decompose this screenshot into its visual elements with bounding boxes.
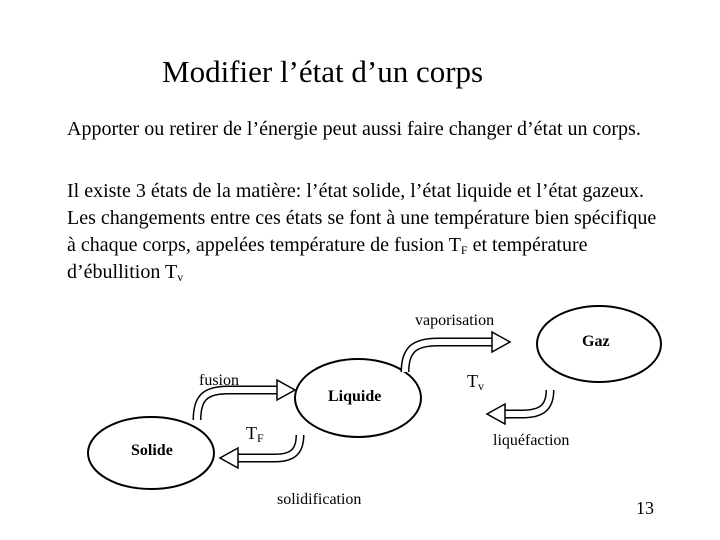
paragraph-states-text: Il existe 3 états de la matière: l’état solide, l’état liquide et l’état gazeux. Les changements entre ces états se font à une température bien spécifique à chaque corps, appelées température de fusion T xyxy=(67,180,657,256)
page-title: Modifier l’état d’un corps xyxy=(162,54,484,89)
tv-label xyxy=(467,371,484,392)
tf-sub: F xyxy=(257,431,264,445)
subscript-v: v xyxy=(177,270,184,284)
vaporisation-label: vaporisation xyxy=(415,312,495,329)
vaporisation-arrow xyxy=(405,332,510,372)
liquefaction-label: liquéfaction xyxy=(493,432,570,449)
fusion-label: fusion xyxy=(199,372,239,389)
solidification-label: solidification xyxy=(277,491,362,508)
tv-base: T xyxy=(467,371,478,391)
paragraph-states-middle: et température d’ébullition T xyxy=(67,234,588,283)
tv-sub: v xyxy=(478,379,484,393)
subscript-f: F xyxy=(460,243,468,257)
state-liquid-label: Liquide xyxy=(328,388,382,405)
tf-label xyxy=(246,423,264,444)
page-number: 13 xyxy=(636,498,654,518)
paragraph-intro: Apporter ou retirer de l’énergie peut aussi faire changer d’état un corps. xyxy=(67,118,641,140)
state-gas-label: Gaz xyxy=(582,333,610,350)
liquefaction-arrow xyxy=(487,390,550,424)
tf-base: T xyxy=(246,423,257,443)
state-solid-label: Solide xyxy=(131,442,173,459)
